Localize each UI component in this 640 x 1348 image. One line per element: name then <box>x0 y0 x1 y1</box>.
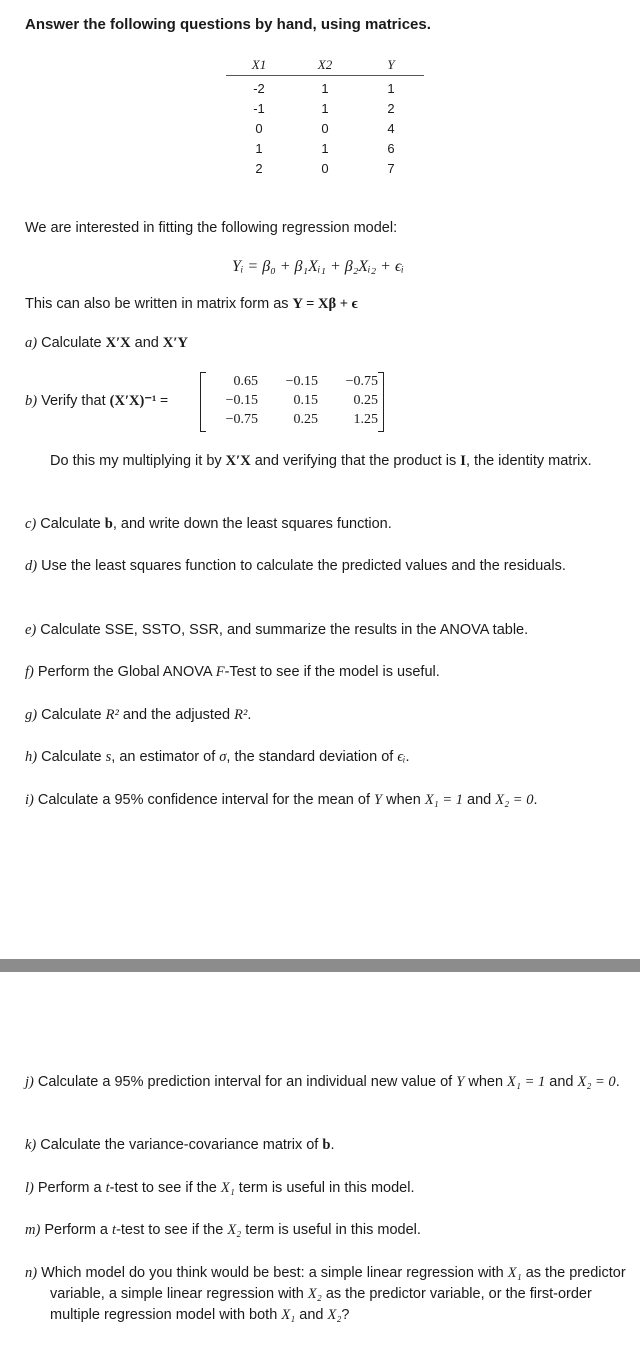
question-label: g) <box>25 707 38 723</box>
math-r2: R² <box>105 707 119 723</box>
table-row <box>226 138 424 158</box>
question-b <box>25 391 168 412</box>
table-cell: 0 <box>255 120 263 136</box>
question-l <box>25 1178 414 1199</box>
question-text: Calculate a 95% prediction interval for an individual new value of <box>37 1074 453 1090</box>
table-cell: 2 <box>255 160 263 176</box>
question-label: l) <box>25 1180 34 1196</box>
table-row <box>226 158 424 178</box>
question-text: -test to see if the <box>109 1180 217 1196</box>
question-text: Use the least squares function to calculate the predicted values and the residuals. <box>41 558 566 574</box>
question-text: . <box>615 1074 620 1090</box>
matrix-cell: −0.15 <box>225 393 258 408</box>
math-sigma: σ <box>219 749 227 765</box>
question-label: e) <box>25 622 37 638</box>
question-m <box>25 1220 421 1241</box>
table-cell: 1 <box>321 100 329 116</box>
math-b: b <box>322 1137 331 1153</box>
question-text: and <box>299 1307 324 1323</box>
question-b-note <box>50 451 615 472</box>
question-label: n) <box>25 1265 38 1281</box>
matrix-cell: 0.15 <box>293 393 318 408</box>
question-d <box>25 556 610 577</box>
table-cell: 1 <box>321 80 329 96</box>
table-cell: 0 <box>321 120 329 136</box>
matrix-cell: −0.75 <box>345 374 378 389</box>
question-text: as the predictor variable, a simple linear regression with <box>50 1265 626 1302</box>
question-label: i) <box>25 792 34 808</box>
question-label: a) <box>25 335 38 351</box>
math-x2: X₂ <box>327 1307 342 1323</box>
question-text: -Test to see if the model is useful. <box>224 664 440 680</box>
matrix-form-line <box>25 294 358 315</box>
question-label: c) <box>25 516 37 532</box>
matrix-cell: 1.25 <box>353 412 378 427</box>
table-cell: 7 <box>387 160 395 176</box>
question-text: Calculate a 95% confidence interval for the mean of <box>37 792 370 808</box>
col-header-x1: X1 <box>226 57 292 76</box>
table-row <box>226 118 424 138</box>
question-j <box>25 1072 640 1093</box>
math-x1: X₁ <box>220 1180 235 1196</box>
math-t: t <box>105 1180 110 1196</box>
math-r2: R² <box>234 707 248 723</box>
math-f: F <box>215 664 225 680</box>
question-text: when <box>386 792 421 808</box>
question-g <box>25 705 251 726</box>
question-text: . <box>533 792 538 808</box>
question-h <box>25 747 410 768</box>
question-text: . <box>247 707 252 723</box>
question-a <box>25 333 188 354</box>
intro-text: We are interested in fitting the following regression model: <box>25 220 398 236</box>
table-cell: -2 <box>253 80 265 96</box>
table-cell: 1 <box>321 140 329 156</box>
table-cell: -1 <box>253 100 265 116</box>
math-y: Y <box>456 1074 465 1090</box>
matrix-right-bracket <box>378 372 384 432</box>
math-xty: X′Y <box>162 335 188 351</box>
table-row <box>226 98 424 118</box>
model-equation: Yᵢ = β₀ + β₁Xᵢ₁ + β₂Xᵢ₂ + ϵᵢ <box>232 258 404 275</box>
question-n <box>25 1263 635 1326</box>
question-text: as the predictor variable, or the first-order multiple regression model with both <box>50 1286 592 1323</box>
question-text: , and write down the least squares function. <box>112 516 392 532</box>
table-cell: 4 <box>387 120 395 136</box>
question-text: Calculate <box>41 707 102 723</box>
question-text: term is useful in this model. <box>245 1222 421 1238</box>
math-x2: X₂ = 0 <box>495 792 534 808</box>
question-text: ? <box>341 1307 350 1323</box>
question-text: and the adjusted <box>122 707 231 723</box>
question-text: . <box>330 1137 335 1153</box>
math-t: t <box>112 1222 117 1238</box>
question-label: m) <box>25 1222 41 1238</box>
table-cell: 6 <box>387 140 395 156</box>
math-x1: X₁ <box>507 1265 522 1281</box>
question-text: , the identity matrix. <box>465 453 592 469</box>
table-header-row <box>226 57 424 76</box>
matrix-cell: −0.75 <box>225 412 258 427</box>
question-text: Calculate <box>41 749 102 765</box>
question-text: . <box>405 749 410 765</box>
question-label: d) <box>25 558 38 574</box>
question-text: Verify that <box>41 393 106 409</box>
matrix-cell: 0.65 <box>233 374 258 389</box>
math-x2: X₂ = 0 <box>577 1074 616 1090</box>
math-epsilon: ϵᵢ <box>397 749 406 765</box>
question-label: b) <box>25 393 38 409</box>
question-text: -test to see if the <box>116 1222 224 1238</box>
table-cell: 1 <box>387 80 395 96</box>
question-label: k) <box>25 1137 37 1153</box>
question-text: Calculate SSE, SSTO, SSR, and summarize the results in the ANOVA table. <box>40 622 529 638</box>
question-text: term is useful in this model. <box>238 1180 415 1196</box>
matrix-cell: 0.25 <box>353 393 378 408</box>
math-s: s <box>105 749 112 765</box>
math-y: Y <box>374 792 383 808</box>
question-text: Calculate <box>41 335 102 351</box>
table-row <box>226 76 424 99</box>
math-inverse-expr: (X′X)⁻¹ = <box>109 393 169 409</box>
matrix-form-equation: Y = Xβ + ϵ <box>292 296 358 312</box>
math-x1: X₁ = 1 <box>424 792 464 808</box>
math-xtx: X′X <box>105 335 131 351</box>
table-cell: 0 <box>321 160 329 176</box>
question-f <box>25 662 440 683</box>
question-text: Perform the Global ANOVA <box>37 664 212 680</box>
question-text: Which model do you think would be best: a simple linear regression with <box>41 1265 504 1281</box>
table-cell: 1 <box>255 140 263 156</box>
question-label: j) <box>25 1074 34 1090</box>
matrix-cell: 0.25 <box>293 412 318 427</box>
matrix-form-text: This can also be written in matrix form as <box>25 296 289 312</box>
math-x1: X₁ = 1 <box>507 1074 546 1090</box>
question-text: Calculate <box>40 516 101 532</box>
question-text: and <box>134 335 159 351</box>
question-label: h) <box>25 749 38 765</box>
question-label: f) <box>25 664 34 680</box>
question-text: Do this my multiplying it by <box>50 453 222 469</box>
question-text: , an estimator of <box>111 749 216 765</box>
question-k <box>25 1135 334 1156</box>
table-cell: 2 <box>387 100 395 116</box>
question-text: and verifying that the product is <box>254 453 457 469</box>
question-text: and <box>467 792 492 808</box>
question-c <box>25 514 392 535</box>
col-header-y: Y <box>358 57 424 76</box>
math-x1: X₁ <box>281 1307 296 1323</box>
col-header-x2: X2 <box>292 57 358 76</box>
math-identity: I <box>460 453 466 469</box>
question-text: Perform a <box>37 1180 102 1196</box>
page-title: Answer the following questions by hand, using matrices. <box>25 16 431 33</box>
math-x2: X₂ <box>227 1222 242 1238</box>
question-e <box>25 620 528 641</box>
matrix-cell: −0.15 <box>285 374 318 389</box>
math-x2: X₂ <box>307 1286 322 1302</box>
question-text: and <box>549 1074 574 1090</box>
data-table <box>226 57 424 178</box>
question-text: when <box>468 1074 504 1090</box>
question-text: Perform a <box>44 1222 109 1238</box>
question-text: , the standard deviation of <box>226 749 394 765</box>
math-b: b <box>104 516 113 532</box>
question-text: Calculate the variance-covariance matrix of <box>40 1137 319 1153</box>
page-divider <box>0 959 640 972</box>
math-xtx: X′X <box>225 453 251 469</box>
question-i <box>25 790 538 811</box>
